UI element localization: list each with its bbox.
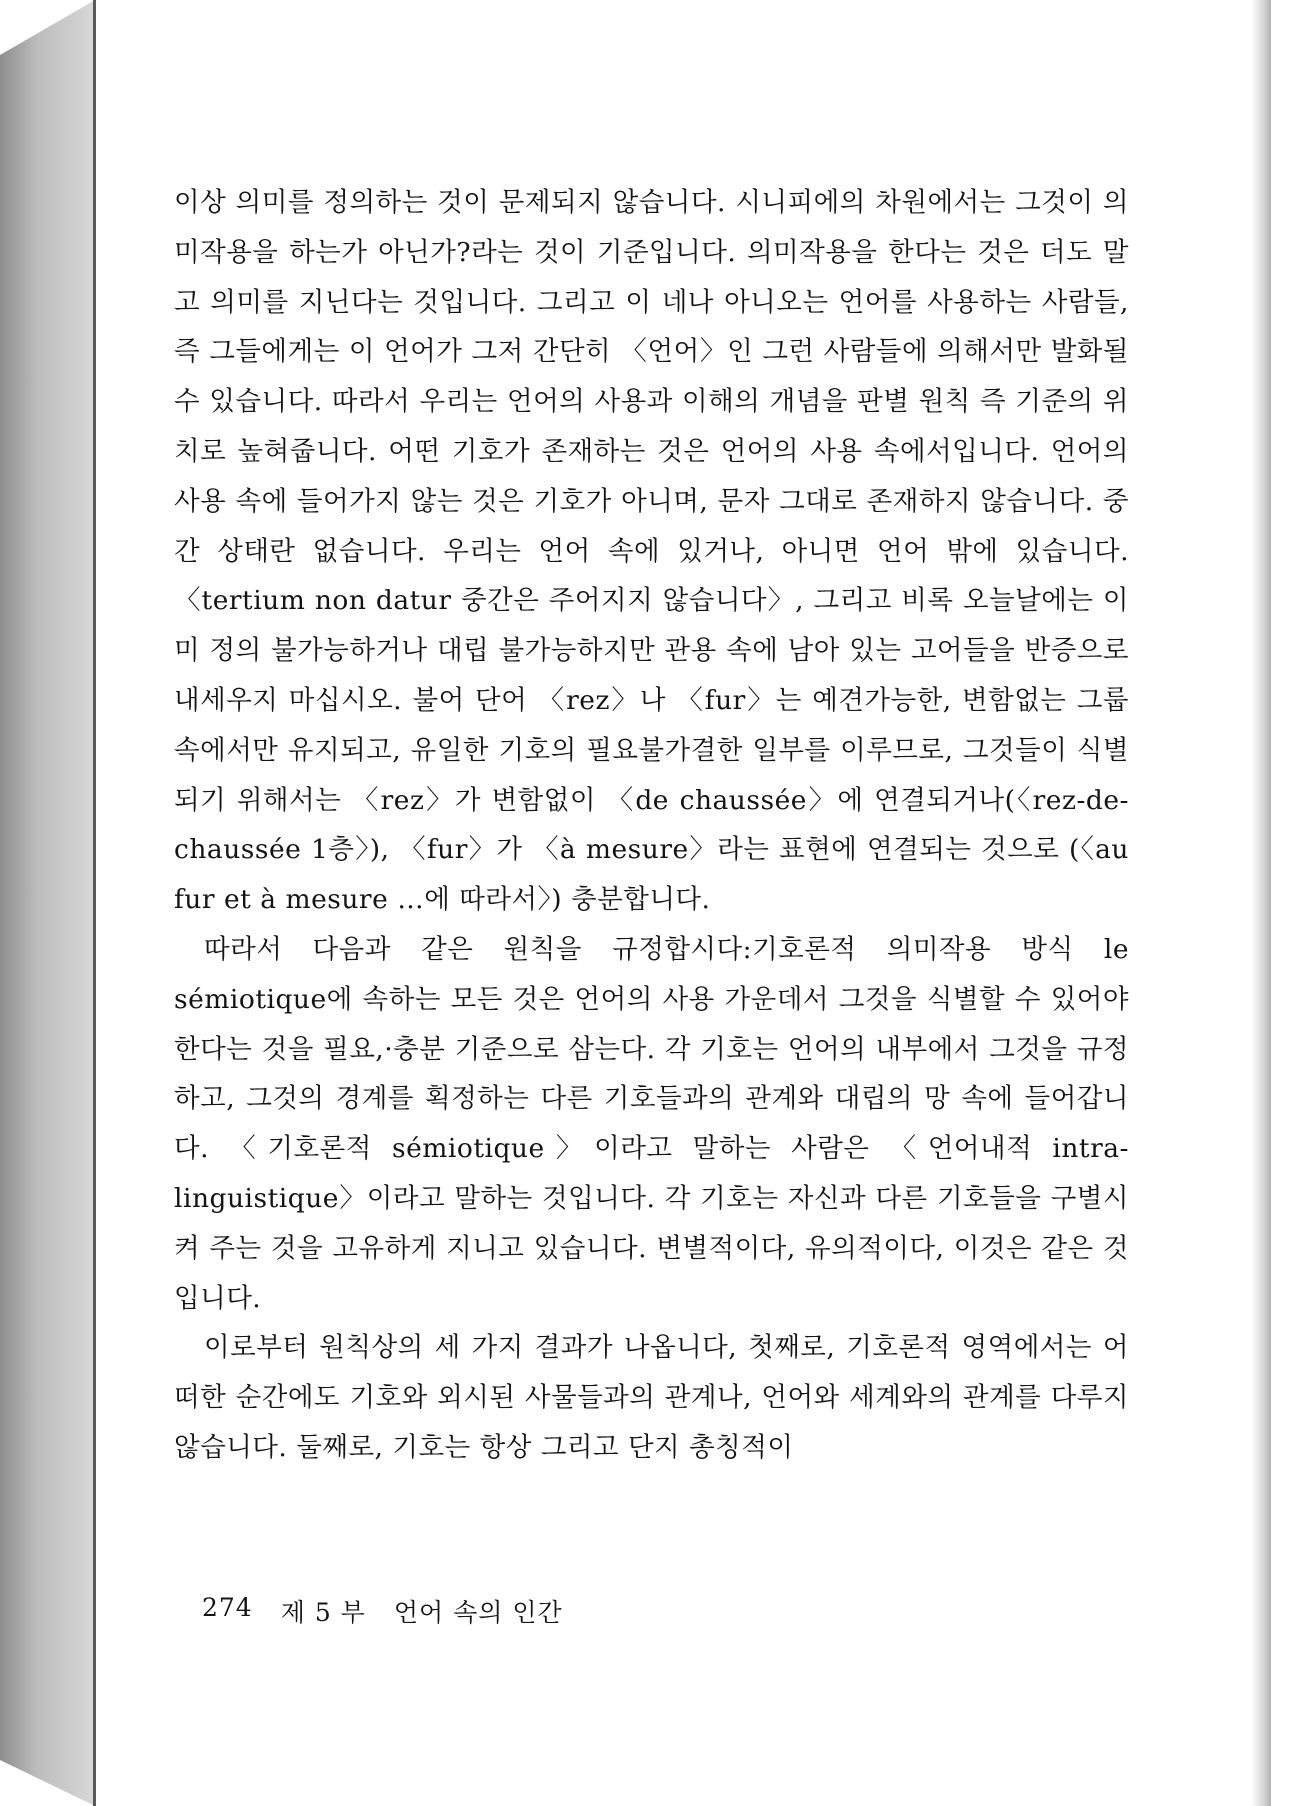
paragraph: 이로부터 원칙상의 세 가지 결과가 나옵니다, 첫째로, 기호론적 영역에서는 어떠한 순간에도 기호와 외시된 사물들과의 관계나, 언어와 세계와의 관계를 다루지 않습니다. 둘째로, 기호는 항상 그리고 단지 총칭적이 xyxy=(174,1332,1129,1463)
page-number: 274 xyxy=(202,1593,253,1622)
paragraph: 이상 의미를 정의하는 것이 문제되지 않습니다. 시니피에의 차원에서는 그것이 의미작용을 하는가 아닌가?라는 것이 기준입니다. 의미작용을 한다는 것은 더도 말고 의미를 지닌다는 것입니다. 그리고 이 네나 아니오는 언어를 사용하는 사람들, 즉 그들에게는 이 언어가 그저 간단히 〈언어〉인 그런 사람들에 의해서만 발화될 수 있습니다. 따라서 우리는 언어의 사용과 이해의 개념을 판별 원칙 즉 기준의 위치로 높혀줍니다. 어떤 기호가 존재하는 것은 언어의 사용 속에서입니다. 언어의 사용 속에 들어가지 않는 것은 기호가 아니며, 문자 그대로 존재하지 않습니다. 중간 상태란 없습니다. 우리는 언어 속에 있거나, 아니면 언어 밖에 있습니다. 〈tertium non datur 중간은 주어지지 않습니다〉, 그리고 비록 오늘날에는 이미 정의 불가능하거나 대립 불가능하지만 관용 속에 남아 있는 고어들을 반증으로 내세우지 마십시오. 불어 단어 〈rez〉나 〈fur〉는 예견가능한, 변함없는 그룹 속에서만 유지되고, 유일한 기호의 필요불가결한 일부를 이루므로, 그것들이 식별되기 위해서는 〈rez〉가 변함없이 〈de chaussée〉에 연결되거나(〈rez-de-chaussée 1층〉), 〈fur〉가 〈à mesure〉라는 표현에 연결되는 것으로 (〈au fur et à mesure …에 따라서〉) 충분합니다. xyxy=(174,187,1129,916)
page-footer xyxy=(202,1593,563,1629)
book-spine-edge xyxy=(0,0,95,1806)
part-title: 언어 속의 인간 xyxy=(393,1598,563,1627)
part-label: 제 5 부 xyxy=(280,1598,366,1627)
paragraph: 따라서 다음과 같은 원칙을 규정합시다:기호론적 의미작용 방식 le sémiotique에 속하는 모든 것은 언어의 사용 가운데서 그것을 식별할 수 있어야 한다는 것을 필요,·충분 기준으로 삼는다. 각 기호는 언어의 내부에서 그것을 규정하고, 그것의 경계를 획정하는 다른 기호들과의 관계와 대립의 망 속에 들어갑니다. 〈기호론적 sémiotique〉이라고 말하는 사람은 〈언어내적 intra-linguistique〉이라고 말하는 것입니다. 각 기호는 자신과 다른 기호들을 구별시켜 주는 것을 고유하게 지니고 있습니다. 변별적이다, 유의적이다, 이것은 같은 것입니다. xyxy=(174,933,1129,1314)
body-text xyxy=(174,178,1129,1473)
page-right-shadow xyxy=(1251,0,1271,1806)
